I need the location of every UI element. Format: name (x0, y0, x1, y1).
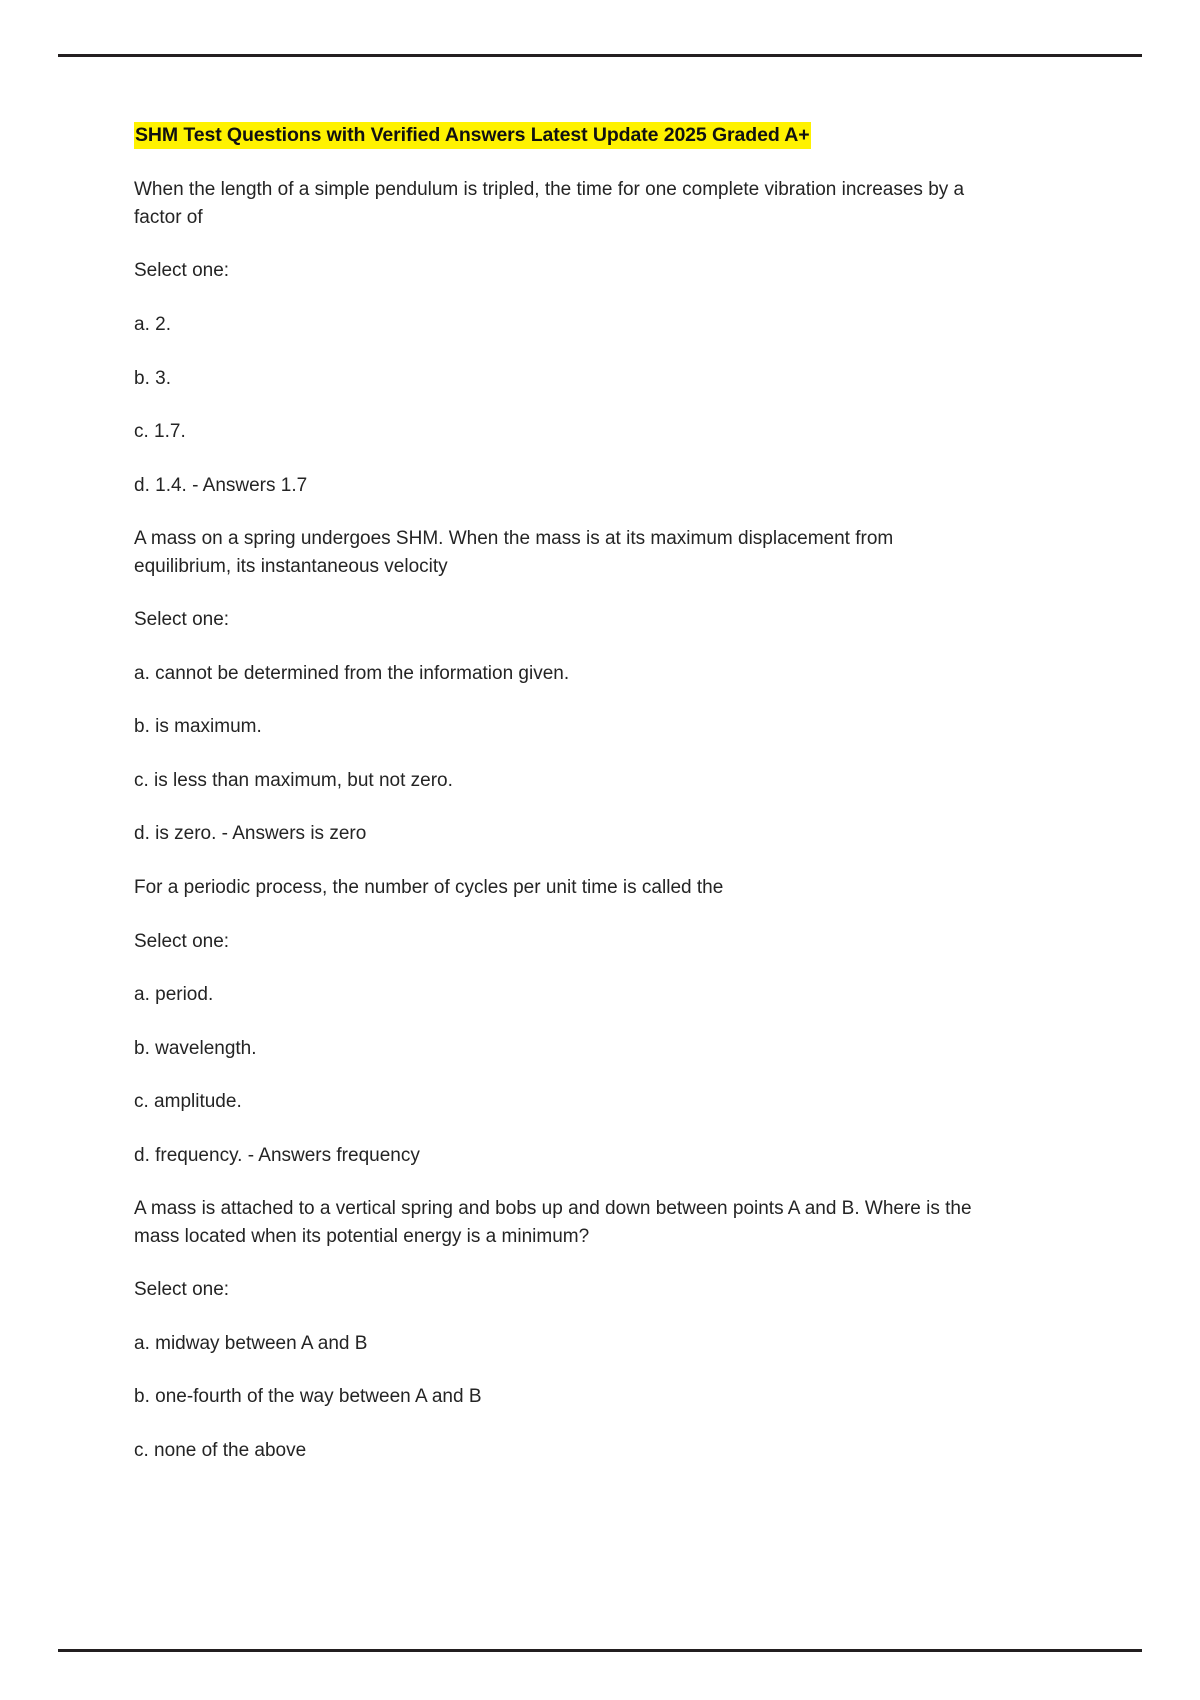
page-title-highlight: SHM Test Questions with Verified Answers Latest Update 2025 Graded A+ (134, 122, 811, 149)
question-text: When the length of a simple pendulum is tripled, the time for one complete vibration increases by a factor of (134, 179, 965, 228)
page-title (134, 122, 1014, 148)
question-block (134, 1195, 1014, 1464)
answer-option[interactable]: a. period. (134, 984, 214, 1006)
answer-option[interactable]: b. is maximum. (134, 716, 262, 738)
question-list (134, 176, 1014, 1464)
page-top-rule (58, 54, 1142, 57)
answer-option[interactable]: a. cannot be determined from the information given. (134, 662, 570, 684)
answer-option[interactable]: d. frequency. - Answers frequency (134, 1144, 420, 1166)
answer-option[interactable]: c. amplitude. (134, 1091, 242, 1113)
answer-option[interactable]: c. is less than maximum, but not zero. (134, 769, 453, 791)
select-one-label: Select one: (134, 260, 230, 282)
question-block (134, 525, 1014, 848)
question-text: A mass is attached to a vertical spring and bobs up and down between points A and B. Where is the mass located when its potential energy is a minimum? (134, 1198, 972, 1247)
select-one-label: Select one: (134, 1279, 230, 1301)
answer-option[interactable]: a. 2. (134, 313, 171, 335)
question-block (134, 176, 1014, 499)
select-one-label: Select one: (134, 930, 230, 952)
page-bottom-rule (58, 1649, 1142, 1652)
answer-option[interactable]: d. is zero. - Answers is zero (134, 823, 367, 845)
answer-option[interactable]: c. 1.7. (134, 421, 186, 443)
question-text: A mass on a spring undergoes SHM. When the mass is at its maximum displacement from equilibrium, its instantaneous velocity (134, 528, 894, 577)
answer-option[interactable]: a. midway between A and B (134, 1332, 368, 1354)
question-block (134, 874, 1014, 1169)
document-content (134, 122, 1014, 1491)
select-one-label: Select one: (134, 609, 230, 631)
answer-option[interactable]: d. 1.4. - Answers 1.7 (134, 474, 308, 496)
answer-option[interactable]: b. wavelength. (134, 1037, 257, 1059)
answer-option[interactable]: b. 3. (134, 367, 171, 389)
answer-option[interactable]: c. none of the above (134, 1439, 307, 1461)
question-text: For a periodic process, the number of cycles per unit time is called the (134, 876, 724, 898)
answer-option[interactable]: b. one-fourth of the way between A and B (134, 1386, 482, 1408)
